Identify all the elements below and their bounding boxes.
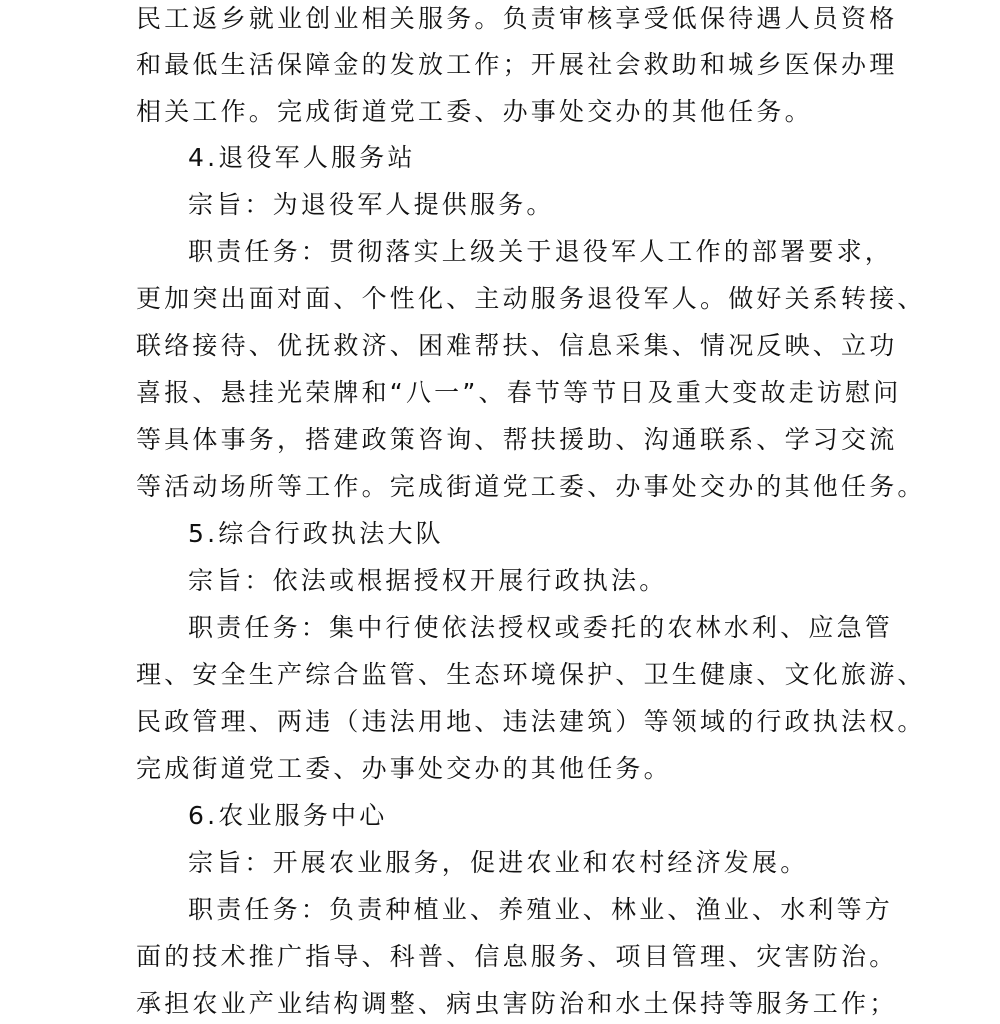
purpose-line: 宗旨：开展农业服务，促进农业和农村经济发展。 <box>188 848 809 877</box>
body-text-line: 完成街道党工委、办事处交办的其他任务。 <box>136 754 672 783</box>
body-text-line: 面的技术推广指导、科普、信息服务、项目管理、灾害防治。 <box>136 942 898 971</box>
body-text-line: 民工返乡就业创业相关服务。负责审核享受低保待遇人员资格 <box>136 4 898 33</box>
body-text-line: 联络接待、优抚救济、困难帮扶、信息采集、情况反映、立功 <box>136 331 898 360</box>
body-text-line: 喜报、悬挂光荣牌和“八一”、春节等节日及重大变故走访慰问 <box>136 378 902 407</box>
duties-line: 职责任务：贯彻落实上级关于退役军人工作的部署要求， <box>188 237 894 266</box>
duties-line: 职责任务：负责种植业、养殖业、林业、渔业、水利等方 <box>188 895 894 924</box>
purpose-line: 宗旨：依法或根据授权开展行政执法。 <box>188 566 668 595</box>
body-text-line: 承担农业产业结构调整、病虫害防治和水土保持等服务工作； <box>136 989 898 1018</box>
body-text-line: 相关工作。完成街道党工委、办事处交办的其他任务。 <box>136 97 813 126</box>
duties-line: 职责任务：集中行使依法授权或委托的农林水利、应急管 <box>188 613 894 642</box>
body-text-line: 等具体事务，搭建政策咨询、帮扶援助、沟通联系、学习交流 <box>136 425 898 454</box>
purpose-line: 宗旨：为退役军人提供服务。 <box>188 190 555 219</box>
section-heading: 4.退役军人服务站 <box>188 143 416 172</box>
section-heading: 6.农业服务中心 <box>188 801 388 830</box>
body-text-line: 民政管理、两违（违法用地、违法建筑）等领域的行政执法权。 <box>136 707 926 736</box>
body-text-line: 理、安全生产综合监管、生态环境保护、卫生健康、文化旅游、 <box>136 660 926 689</box>
body-text-line: 和最低生活保障金的发放工作；开展社会救助和城乡医保办理 <box>136 50 898 79</box>
section-heading: 5.综合行政执法大队 <box>188 519 444 548</box>
body-text-line: 等活动场所等工作。完成街道党工委、办事处交办的其他任务。 <box>136 472 926 501</box>
body-text-line: 更加突出面对面、个性化、主动服务退役军人。做好关系转接、 <box>136 284 926 313</box>
